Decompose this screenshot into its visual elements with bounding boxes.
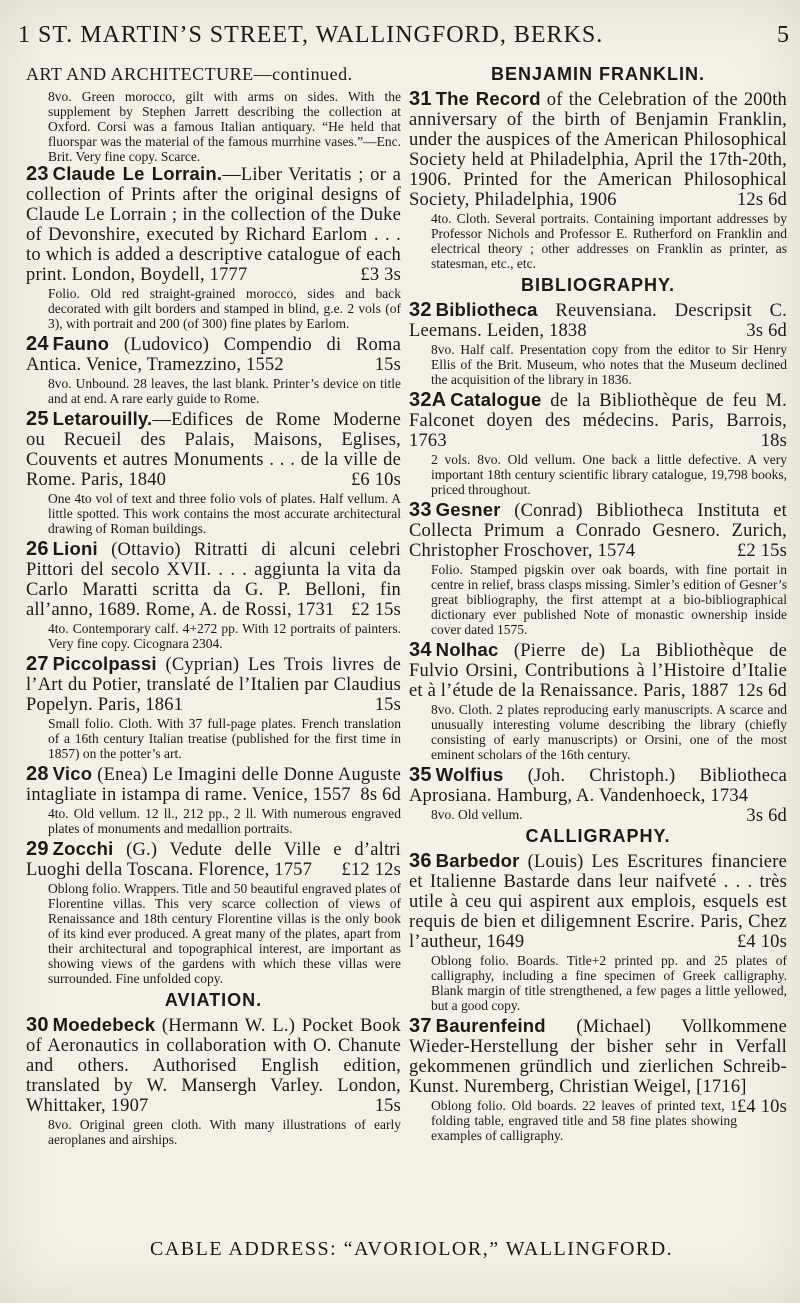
entry-description: 2 vols. 8vo. Old vellum. One back a little defective. A very important 18th century scientific library catalogue, 19,798 books, priced throughout.	[431, 452, 787, 497]
entry-author: The Record	[435, 88, 541, 109]
entry-title: (Cyprian) Les Trois livres de l’Art du Potier, translaté de l’Italien par Claudius Popelyn. Paris, 1861	[26, 655, 401, 715]
entry-description: 8vo. Original green cloth. With many illustrations of early aeroplanes and airships.	[48, 1117, 401, 1147]
catalogue-entry	[409, 764, 787, 826]
section-heading-franklin: BENJAMIN FRANKLIN.	[491, 64, 705, 84]
entry-author: Fauno	[52, 333, 110, 354]
lot-number: 31	[409, 88, 432, 110]
catalogue-entry	[26, 654, 401, 761]
catalogue-entry	[409, 89, 787, 271]
entry-price: 3s 6d	[746, 321, 787, 341]
entry-heading	[409, 500, 787, 561]
catalogue-entry	[26, 164, 401, 331]
lot-number: 32	[409, 299, 432, 321]
entry-list-bibliography	[409, 299, 787, 826]
entry-price: 15s	[374, 1096, 401, 1116]
entry-title: —Edifices de Rome Moderne ou Recueil des Palais, Maisons, Eglises, Couvents et autres Monuments . . . de la ville de Rome. Paris, 1840	[26, 410, 401, 490]
entry-author: Moedebeck	[52, 1014, 156, 1035]
entry-price: 3s 6d	[746, 806, 787, 826]
entry-title: (Louis) Les Escritures financiere et Italienne Bastarde dans leur naifveté . . . très utile à ceu qui aspirent aux emplois, esquels est requis de bien et diligemnent Escrire. Paris, Chez l’autheur, 1649	[409, 852, 787, 952]
lot-number: 33	[409, 499, 432, 521]
entry-title: (Enea) Le Imagini delle Donne Auguste intagliate in istampa di rame. Venice, 1557	[26, 765, 401, 805]
entry-heading	[409, 640, 787, 701]
entry-price: £2 15s	[350, 600, 401, 620]
entry-price: 15s	[374, 355, 401, 375]
lot-number: 28	[26, 763, 49, 785]
entry-price: £4 10s	[736, 932, 787, 952]
page-footer: CABLE ADDRESS: “AVORIOLOR,” WALLINGFORD.	[150, 1238, 674, 1260]
entry-heading	[26, 334, 401, 375]
section-heading-aviation: AVIATION.	[164, 990, 263, 1010]
entry-heading	[26, 839, 401, 880]
entry-description: One 4to vol of text and three folio vols of plates. Half vellum. A little spotted. This work contains the most accurate architectural drawing of Roman buildings.	[48, 491, 401, 536]
entry-heading	[409, 851, 787, 952]
entry-title: (Joh. Christoph.) Bibliotheca Aprosiana. Hamburg, A. Vandenhoeck, 1734	[409, 766, 787, 806]
entry-title: (Pierre de) La Bibliothèque de Fulvio Orsini, Contributions à l’Histoire d’Italie et à l’étude de la Renaissance. Paris, 1887	[409, 641, 787, 701]
entry-title: (G.) Vedute delle Ville e d’altri Luoghi della Toscana. Florence, 1757	[26, 840, 401, 880]
entry-author: Letarouilly.	[52, 408, 153, 429]
lot-number: 25	[26, 408, 49, 430]
entry-author: Nolhac	[435, 639, 499, 660]
entry-price: 12s 6d	[736, 681, 787, 701]
catalogue-entry	[26, 1015, 401, 1147]
page-number: 5	[777, 22, 790, 48]
entry-description: Folio. Old red straight-grained morocco, sides and back decorated with gilt borders and stamped in blind, g.e. 2 vols (of 3), with portrait and 200 (of 300) fine plates by Earlom.	[48, 286, 401, 331]
lot-number: 27	[26, 653, 49, 675]
entry-title: (Conrad) Bibliotheca Instituta et Collecta Primum a Conrado Gesnero. Zurich, Christopher Froschover, 1574	[409, 501, 787, 561]
page-header	[18, 22, 800, 49]
entry-description: 8vo. Half calf. Presentation copy from the editor to Sir Henry Ellis of the Brit. Museum, who notes that the Museum declined the acquisition of the library in 1836.	[431, 342, 787, 387]
entry-heading	[26, 654, 401, 715]
entry-price: £3 3s	[360, 265, 401, 285]
entry-title: of the Celebration of the 200th anniversary of the birth of Benjamin Franklin, under the auspices of the American Philosophical Society held at Philadelphia, April the 17th-20th, 1906. Printed for the American Philosophical Society, Philadelphia, 1906	[409, 90, 787, 210]
entry-author: Vico	[52, 763, 93, 784]
entry-price: 8s 6d	[360, 785, 401, 805]
left-column	[26, 60, 401, 1150]
entry-title: (Ludovico) Compendio di Roma Antica. Venice, Tramezzino, 1552	[26, 335, 401, 375]
entry-title: (Michael) Vollkommene Wieder-Herstellung der bisher sehr in Verfall gekommenen gründlich und zierlichen Schreib-Kunst. Nuremberg, Christian Weigel, [1716]	[409, 1017, 787, 1097]
section-heading-bibliography: BIBLIOGRAPHY.	[520, 275, 675, 295]
entry-author: Piccolpassi	[52, 653, 157, 674]
entry-price: 18s	[760, 431, 787, 451]
entry-description: Oblong folio. Boards. Title+2 printed pp. and 25 plates of calligraphy, including a fine specimen of Greek calligraphy. Blank margin of title strengthened, a few pages a little yellowed, but a good copy.	[431, 953, 787, 1013]
lot-number: 34	[409, 639, 432, 661]
entry-price: £4 10s	[736, 1097, 787, 1117]
entry-heading	[26, 764, 401, 805]
entry-author: Zocchi	[52, 838, 114, 859]
catalogue-entry	[409, 851, 787, 1013]
catalogue-entry	[409, 390, 787, 497]
entry-price: 12s 6d	[736, 190, 787, 210]
catalogue-entry	[26, 539, 401, 651]
entry-author: Bibliotheca	[435, 299, 538, 320]
right-column	[409, 60, 787, 1146]
entry-list-calligraphy	[409, 851, 787, 1143]
entry-price: £12 12s	[341, 860, 401, 880]
entry-description: 4to. Old vellum. 12 ll., 212 pp., 2 ll. With numerous engraved plates of monuments and medallion portraits.	[48, 806, 401, 836]
entry-heading	[26, 409, 401, 490]
entry-description: 8vo. Unbound. 28 leaves, the last blank. Printer’s device on title and at end. A rare early guide to Rome.	[48, 376, 401, 406]
catalogue-entry	[409, 300, 787, 387]
section-heading-calligraphy: CALLIGRAPHY.	[525, 826, 671, 846]
entry-author: Baurenfeind	[435, 1015, 546, 1036]
catalogue-entry	[409, 1016, 787, 1143]
entry-price: £6 10s	[350, 470, 401, 490]
lot-number: 37	[409, 1015, 432, 1037]
entry-heading	[26, 539, 401, 620]
header-address: 1 ST. MARTIN’S STREET, WALLINGFORD, BERKS.	[18, 22, 604, 48]
entry-price: 15s	[374, 695, 401, 715]
catalogue-entry	[409, 500, 787, 637]
entry-heading	[409, 1015, 787, 1117]
lot-number: 35	[409, 764, 432, 786]
entry-author: Catalogue	[450, 389, 542, 410]
continued-description: 8vo. Green morocco, gilt with arms on sides. With the supplement by Stephen Jarrett describing the collection at Oxford. Corsi was a famous Italian antiquary. “He held that fluorspar was the material of the famous murrhine vases.”—Enc. Brit. Very fine copy. Scarce.	[48, 89, 401, 164]
entry-author: Claude Le Lorrain.	[52, 163, 223, 184]
entry-title: Reuvensiana. Descripsit C. Leemans. Leiden, 1838	[409, 301, 787, 341]
entry-description: 8vo. Old vellum.	[431, 807, 523, 822]
entry-heading	[26, 1015, 401, 1116]
section-heading-art: ART AND ARCHITECTURE—continued.	[26, 64, 353, 84]
entry-heading	[409, 300, 787, 341]
entry-author: Lioni	[52, 538, 98, 559]
lot-number: 24	[26, 333, 49, 355]
catalogue-entry	[26, 334, 401, 406]
lot-number: 32A	[409, 389, 447, 411]
entry-author: Gesner	[435, 499, 501, 520]
lot-number: 36	[409, 850, 432, 872]
catalogue-entry	[26, 839, 401, 986]
catalogue-entry	[409, 640, 787, 762]
entry-list-aviation	[26, 1015, 401, 1147]
lot-number: 26	[26, 538, 49, 560]
entry-description: Folio. Stamped pigskin over oak boards, with fine portait in centre in relief, brass clasps missing. Simler’s edition of Gesner’s great bibliography, the first attempt at a bio-bibliographical dictionary ever published Note of monastic ownership inside cover dated 1575.	[431, 562, 787, 637]
entry-heading	[409, 390, 787, 451]
entry-description: Oblong folio. Old boards. 22 leaves of printed text, 1 folding table, engraved title and 58 fine plates showing examples of calligraphy.	[431, 1098, 737, 1143]
entry-list-art	[26, 164, 401, 986]
entry-description: Oblong folio. Wrappers. Title and 50 beautiful engraved plates of Florentine villas. This very scarce collection of views of Renaissance and 18th century Florentine villas is the only book of its kind ever produced. A great many of the plates, apart from their architectural and topographical interest, are important as showing views of the gardens with which these villas were surrounded. Fine unfolded copy.	[48, 881, 401, 986]
entry-title: (Hermann W. L.) Pocket Book of Aeronautics in collaboration with O. Chanute and others. Authorised English edition, translated by W. Mansergh Varley. London, Whittaker, 1907	[26, 1016, 401, 1116]
entry-price: £2 15s	[736, 541, 787, 561]
entry-title: (Ottavio) Ritratti di alcuni celebri Pittori del secolo XVII. . . . aggiunta la vita da Carlo Maratti scritta da G. P. Belloni, fin all’anno, 1689. Rome, A. de Rossi, 1731	[26, 540, 401, 620]
lot-number: 30	[26, 1014, 49, 1036]
lot-number: 23	[26, 163, 49, 185]
entry-description: 4to. Cloth. Several portraits. Containing important addresses by Professor Nichols and Professor E. Rutherford on Franklin and electrical theory ; other addresses on Franklin as printer, as statesman, etc., etc.	[431, 211, 787, 271]
entry-description: Small folio. Cloth. With 37 full-page plates. French translation of a 16th century Italian treatise (published for the first time in 1857) on the potter’s art.	[48, 716, 401, 761]
entry-title: de la Bibliothèque de feu M. Falconet doyen des médecins. Paris, Barrois, 1763	[409, 391, 787, 451]
entry-description: 4to. Contemporary calf. 4+272 pp. With 12 portraits of painters. Very fine copy. Cicognara 2304.	[48, 621, 401, 651]
entry-heading	[26, 164, 401, 285]
lot-number: 29	[26, 838, 49, 860]
entry-list-franklin	[409, 89, 787, 271]
catalogue-entry	[26, 764, 401, 836]
entry-description: 8vo. Cloth. 2 plates reproducing early manuscripts. A scarce and unusually interesting volume describing the library (chiefly consisting of early manuscripts) or Orsini, one of the most eminent scholars of the 16th century.	[431, 702, 787, 762]
entry-author: Barbedor	[435, 850, 520, 871]
entry-author: Wolfius	[435, 764, 504, 785]
entry-title: —Liber Veritatis ; or a collection of Prints after the original designs of Claude Le Lorrain ; in the collection of the Duke of Devonshire, executed by Richard Earlom . . . to which is added a descriptive catalogue of each print. London, Boydell, 1777	[26, 165, 401, 285]
entry-heading	[409, 89, 787, 210]
catalogue-entry	[26, 409, 401, 536]
